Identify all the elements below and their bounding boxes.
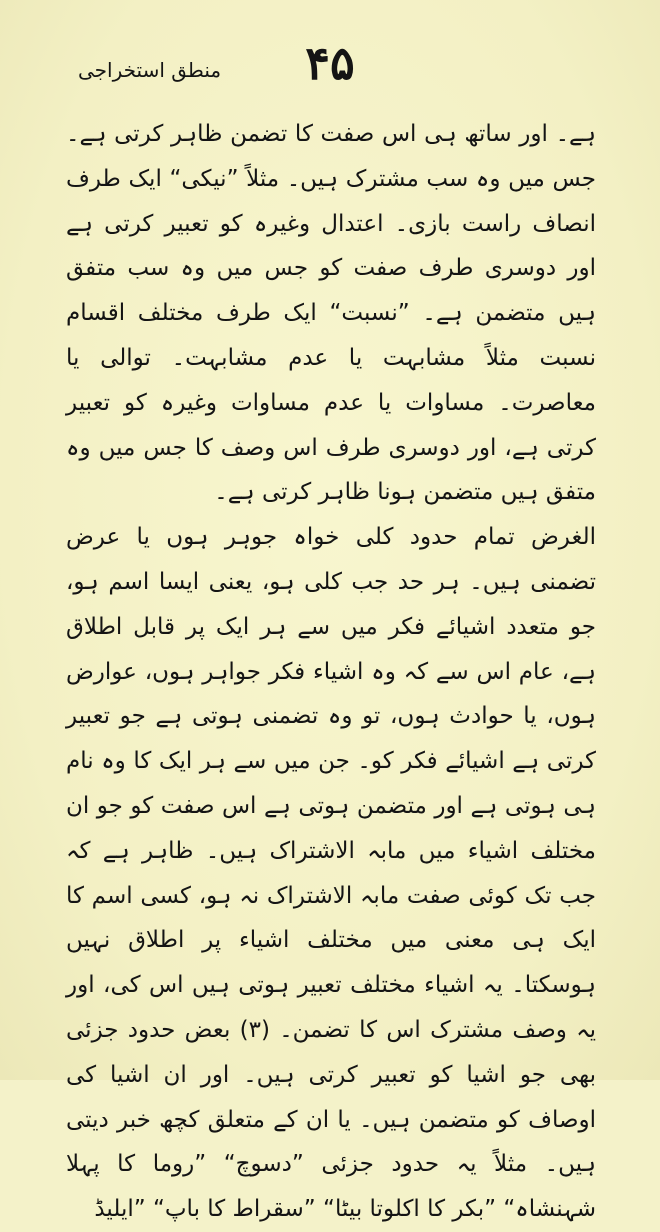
paragraph: ہے۔ اور ساتھ ہی اس صفت کا تضمن ظاہر کرتی ہے۔ جس میں وہ سب مشترک ہیں۔ مثلاً ”نیکی“ ایک طرف انصاف راست بازی۔ اعتدال وغیرہ کو تعبیر کرتی ہے اور دوسری طرف صفت کو جس میں وہ سب متفق ہیں متضمن ہے۔ ”نسبت“ ایک طرف مختلف اقسام نسبت مثلاً مشابہت یا عدم مشابہت۔ توالی یا معاصرت۔ مساوات یا عدم مساوات وغیرہ کو تعبیر کرتی ہے، اور دوسری طرف اس وصف کا جس میں وہ متفق ہیں متضمن ہونا ظاہر کرتی ہے۔ [66, 121, 596, 506]
running-head: منطق استخراجی [78, 58, 222, 82]
page-number: ۴۵ [305, 36, 355, 90]
page-header [60, 36, 600, 96]
paragraph: الغرض تمام حدود کلی خواہ جوہر ہوں یا عرض تضمنی ہیں۔ ہر حد جب کلی ہو، یعنی ایسا اسم ہو، جو متعدد اشیائے فکر میں سے ہر ایک پر قابل اطلاق ہے، عام اس سے کہ وہ اشیاء فکر جواہر ہوں، عوارض ہوں، یا حوادث ہوں، تو وہ تضمنی ہوتی ہے جو تعبیر کرتی ہے اشیائے فکر کو۔ جن میں سے ہر ایک کا وہ نام ہی ہوتی ہے اور متضمن ہوتی ہے اس صفت کو جو ان مختلف اشیاء میں مابہ الاشتراک ہیں۔ ظاہر ہے کہ جب تک کوئی صفت مابہ الاشتراک نہ ہو، کسی اسم کا ایک ہی معنی میں مختلف اشیاء پر اطلاق نہیں ہوسکتا۔ یہ اشیاء مختلف تعبیر ہوتی ہیں اس کی، اور یہ وصف مشترک اس کا تضمن۔ (۳) بعض حدود جزئی بھی جو اشیا کو تعبیر کرتی ہیں۔ اور ان اشیا کی اوصاف کو متضمن ہیں۔ یا ان کے متعلق کچھ خبر دیتی ہیں۔ مثلاً یہ حدود جزئی ”دسوچ“ ”روما کا پہلا شہنشاہ“ ”بکر کا اکلوتا بیٹا“ ”سقراط کا باپ“ ”ایلیڈ [66, 524, 596, 1223]
body-text [66, 112, 596, 1232]
